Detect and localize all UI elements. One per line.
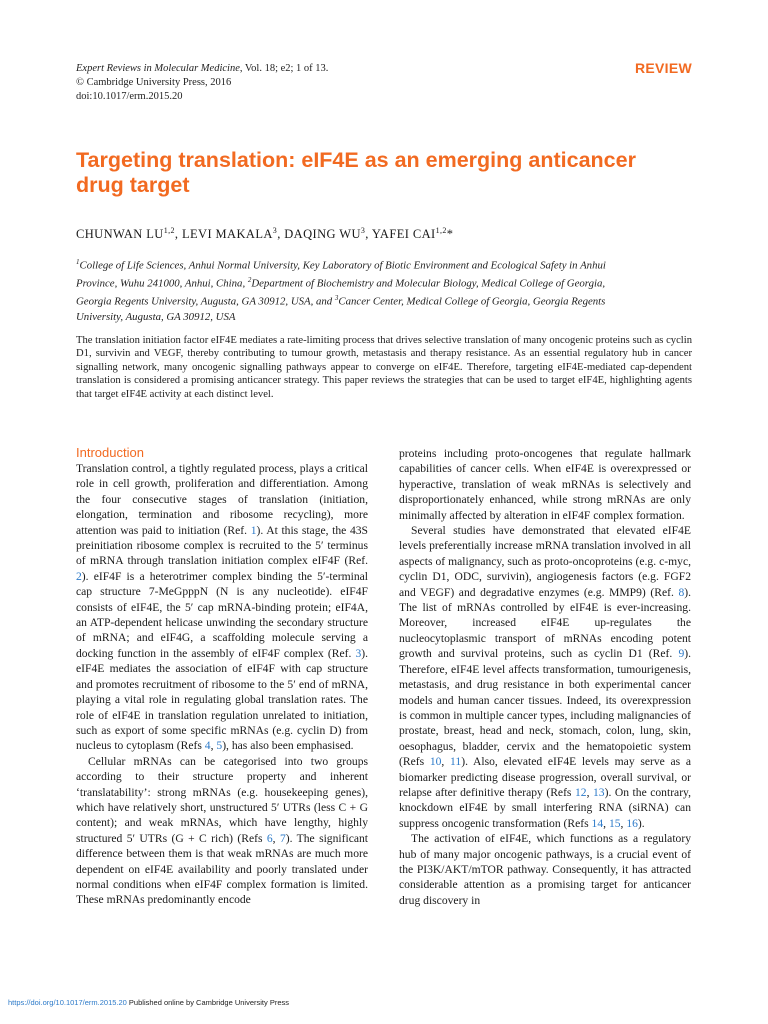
ref-link[interactable]: 16 [626, 816, 638, 830]
ref-link[interactable]: 2 [76, 569, 82, 583]
ref-link[interactable]: 7 [279, 831, 286, 845]
author-affil-sup: 3 [272, 226, 278, 235]
ref-link[interactable]: 14 [591, 816, 604, 830]
ref-link[interactable]: 1 [250, 523, 257, 537]
affil-text: College of Life Sciences, Anhui Normal University, Key Laboratory of Biotic Environment and Ecological Safety in Anhui Province, Wuhu 241000, Anhui, China, [76, 259, 606, 290]
left-column [76, 444, 368, 908]
journal-header [76, 62, 696, 104]
citation: , Vol. 18; e2; 1 of 13. [239, 63, 329, 74]
article-doi: doi:10.1017/erm.2015.20 [76, 91, 183, 102]
ref-link[interactable]: 8 [678, 585, 685, 599]
paragraph: Cellular mRNAs can be categorised into two groups according to their structure property and inherent ‘translatability’: strong mRNAs (e.g. housekeeping genes), which have relatively short, unstructured 5′ UTRs (less C + G content); and weak mRNAs, which have lengthy, highly structured 5′ UTRs (G + C rich) (Refs 6, 7). The significant difference between them is that weak mRNAs are much more dependent on eIF4E availability and poorly translated under normal conditions when eIF4F complex formation is limited. These mRNAs predominantly encode [76, 754, 369, 907]
ref-link[interactable]: 4 [204, 739, 211, 753]
footer-doi-link[interactable]: https://doi.org/10.1017/erm.2015.20 [8, 998, 127, 1007]
affiliations [76, 255, 636, 324]
footer-published: Published online by Cambridge University Press [126, 998, 290, 1007]
affil-sup: 3 [334, 294, 339, 303]
journal-name: Expert Reviews in Molecular Medicine [76, 63, 240, 74]
corresponding-author-mark: * [446, 227, 454, 242]
ref-link[interactable]: 12 [574, 785, 587, 799]
affil-sup: 2 [247, 276, 252, 285]
affil-text: Cancer Center, Medical College of Georgia, Georgia Regents University, Augusta, GA 30912, USA [76, 295, 606, 323]
abstract: The translation initiation factor eIF4E mediates a rate-limiting process that drives selective translation of many oncogenic proteins such as cyclin D1, survivin and VEGF, thereby contributing to tumour growth, metastasis and therapy resistance. As an essential regulatory hub in cancer signalling network, many oncogenic signalling pathways appear to converge on eIF4E. Therefore, targeting eIF4E-mediated cap-dependent translation is considered a promising anticancer strategy. This paper reviews the strategies that can be used to target eIF4E, highlighting agents that target eIF4E activity at each distinct level. [76, 335, 692, 400]
author-affil-sup: 1,2 [435, 226, 447, 235]
paragraph: proteins including proto-oncogenes that regulate hallmark capabilities of cancer cells. When eIF4E is overexpressed or hyperactive, translation of weak mRNAs is selectively and disproportionately enhanced, while strong mRNAs are only minimally affected by alteration in eIF4F complex formation. [399, 447, 691, 522]
author-list [76, 226, 453, 242]
author-affil-sup: 1,2 [163, 226, 175, 235]
ref-link[interactable]: 5 [216, 739, 223, 753]
section-heading: Introduction [76, 445, 144, 460]
author-affil-sup: 3 [360, 226, 366, 235]
copyright: © Cambridge University Press, 2016 [76, 77, 232, 88]
author-name: , LEVI MAKALA [174, 227, 273, 242]
article-title: Targeting translation: eIF4E as an emerging anticancer drug target [76, 148, 636, 197]
ref-link[interactable]: 13 [592, 785, 605, 799]
review-label: REVIEW [634, 60, 692, 76]
ref-link[interactable]: 15 [608, 816, 621, 830]
ref-link[interactable]: 10 [429, 755, 442, 769]
affil-sup: 1 [76, 258, 80, 266]
right-column [399, 446, 691, 908]
author-name: , YAFEI CAI [365, 227, 436, 242]
ref-link[interactable]: 3 [355, 646, 362, 660]
ref-link[interactable]: 11 [450, 755, 462, 769]
ref-link[interactable]: 6 [266, 831, 273, 845]
paragraph: The activation of eIF4E, which functions as a regulatory hub of many major oncogenic pathways, is a crucial event of the PI3K/AKT/mTOR pathway. Consequently, it has attracted considerable attention as a promising target for anticancer drug discovery in [399, 832, 691, 907]
author-name: , DAQING WU [277, 227, 361, 242]
page-footer [8, 998, 289, 1007]
ref-link[interactable]: 9 [678, 647, 685, 661]
paragraph: Translation control, a tightly regulated process, plays a critical role in cell growth, proliferation and differentiation. Among the four consecutive stages of translation (initiation, elongation, termination and ribosome recycling), more attention was paid to initiation (Ref. 1). At this stage, the 43S preinitiation ribosome complex is recruited to the 5′ terminus of mRNA through translation initiation complex eIF4F (Ref. 2). eIF4F is a heterotrimer complex binding the 5′-terminal cap structure 7-MeGpppN (N is any nucleotide). eIF4F consists of eIF4E, the 5′ cap mRNA-binding protein; eIF4A, an ATP-dependent helicase unwinding the secondary structure of mRNA; and eIF4G, a scaffolding molecule serving a docking function in the assembly of eIF4F complex (Ref. 3). eIF4E mediates the association of eIF4F with cap structure and promotes recruitment of ribosome to the 5′ end of mRNA, playing a vital role in regulating global translation rates. The role of eIF4E in translation regulation unrelated to initiation, such as export of some specific mRNAs (e.g. cyclin D) from nucleus to cytoplasm (Refs 4, 5), has also been emphasised. [76, 462, 368, 753]
paragraph: Several studies have demonstrated that elevated eIF4E levels preferentially increase mRNA translation involved in all aspects of malignancy, such as proto-oncoproteins (e.g. c-myc, cyclin D1, ODC, survivin), angiogenesis factors (e.g. FGF2 and VEGF) and degradative enzymes (e.g. MMP9) (Ref. 8). The list of mRNAs controlled by eIF4E is ever-increasing. Moreover, increased eIF4E up-regulates the nucleocytoplasmic transport of mRNAs encoding potent growth and survival proteins, such as cyclin D1 (Ref. 9). Therefore, eIF4E level affects transformation, tumourigenesis, metastasis, and drug resistance in both experimental cancer models and human cancer tissues. Indeed, its overexpression is common in multiple cancer types, including malignancies of prostate, breast, head and neck, stomach, colon, lung, skin, oesophagus, bladder, cervix and the hematopoietic system (Refs 10, 11). Also, elevated eIF4E levels may serve as a biomarker predicting disease progression, overall survival, or relapse after definitive therapy (Refs 12, 13). On the contrary, knockdown eIF4E by small interfering RNA (siRNA) can suppress oncogenic transformation (Refs 14, 15, 16). [399, 524, 692, 830]
author-name: CHUNWAN LU [76, 227, 164, 242]
affil-text: Department of Biochemistry and Molecular Biology, Medical College of Georgia, Georgia Regents University, Augusta, GA 30912, USA, and [76, 277, 606, 308]
